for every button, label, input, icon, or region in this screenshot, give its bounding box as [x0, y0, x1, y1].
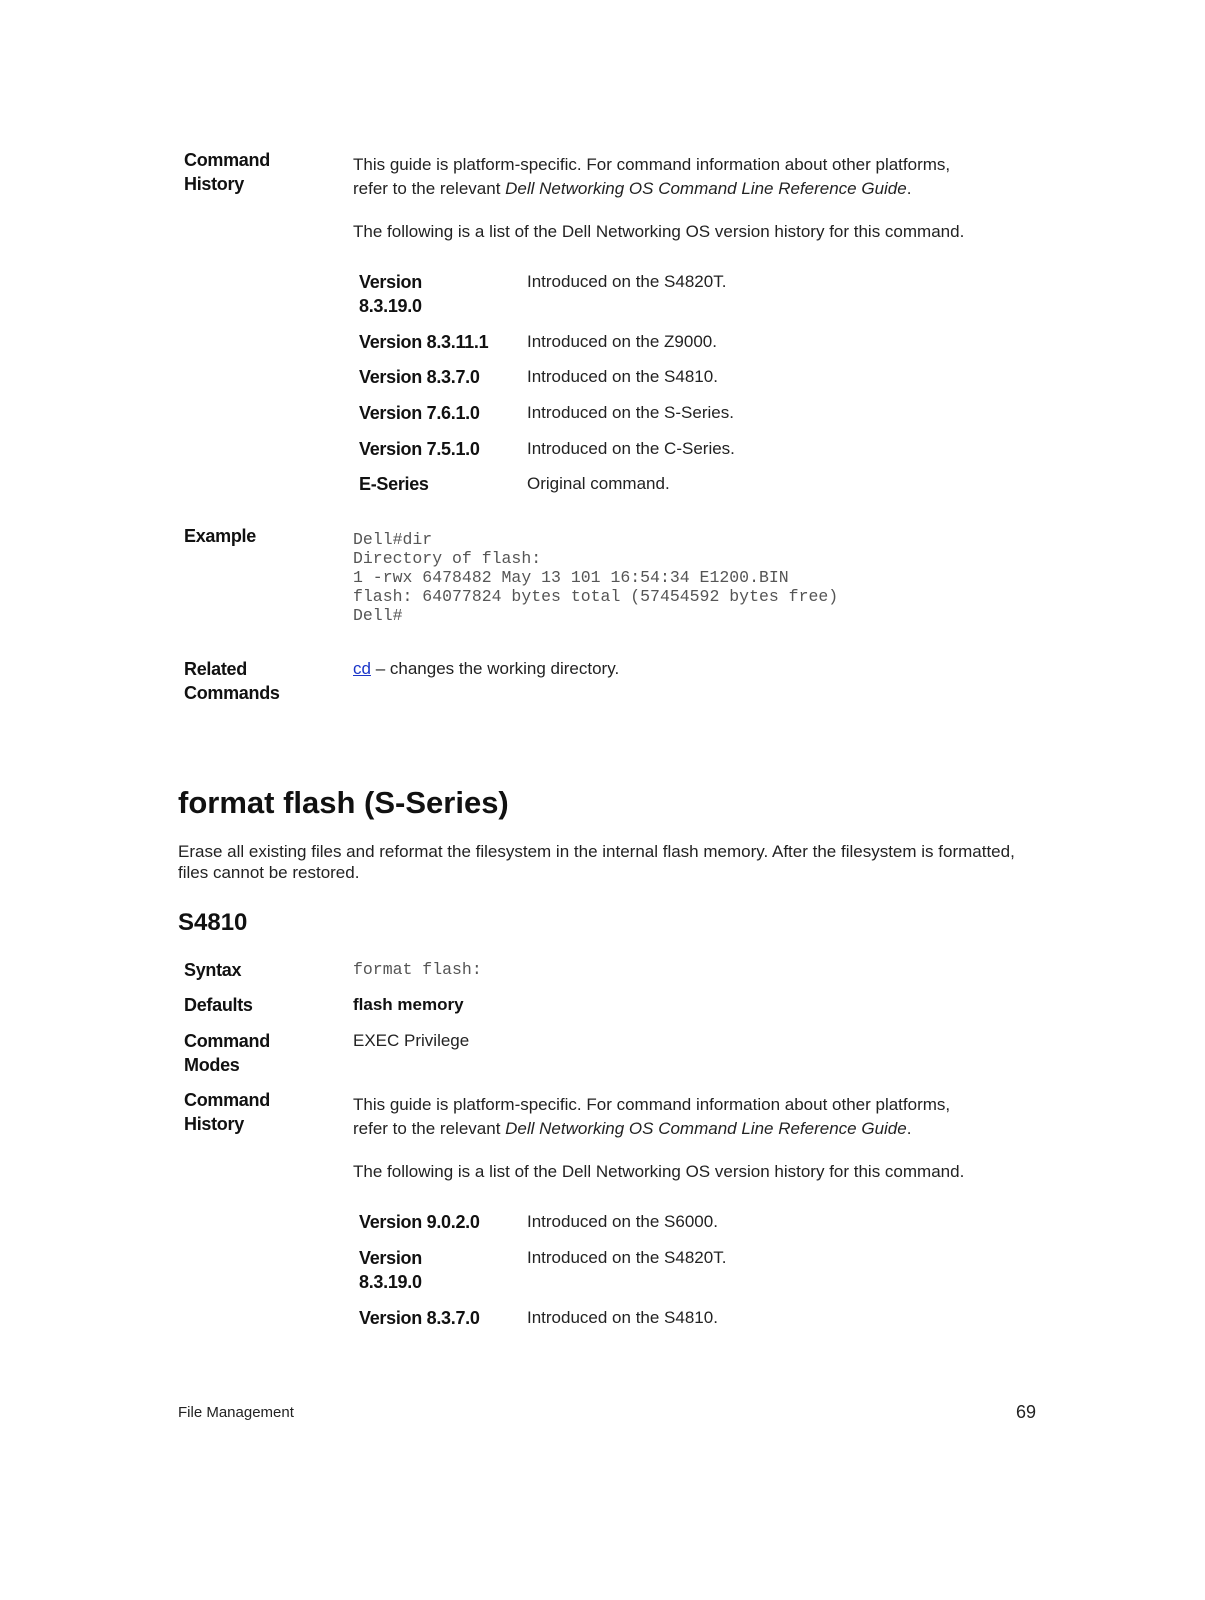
version-row: Version 8.3.19.0 — [359, 1248, 422, 1292]
related-commands: cd – changes the working directory. — [353, 659, 620, 678]
example-label: Example — [184, 526, 256, 546]
example-code: Dell#dir Directory of flash: 1 -rwx 6478482 May 13 101 16:54:34 E1200.BIN flash: 64077824 bytes total (57454592 bytes free) Dell# — [353, 530, 839, 625]
version-row: Version 8.3.11.1 — [359, 332, 489, 352]
history-intro: This guide is platform-specific. For command information about other platforms, refer to the relevant Dell Networking OS Command Line Reference Guide. — [353, 155, 951, 198]
version-description: Introduced on the S-Series. — [527, 403, 734, 422]
related-commands-label: Related Commands — [184, 659, 280, 703]
defaults-value: flash memory — [353, 995, 464, 1014]
page-title: format flash (S-Series) — [178, 785, 509, 820]
syntax-value: format flash: — [353, 960, 482, 979]
version-row: Version 8.3.19.0 — [359, 272, 422, 316]
command-modes-value: EXEC Privilege — [353, 1031, 470, 1050]
version-description: Introduced on the Z9000. — [527, 332, 717, 351]
version-row: E-Series — [359, 474, 429, 494]
command-history-label: Command History — [184, 1090, 270, 1134]
defaults-label: Defaults — [184, 995, 253, 1015]
section-subtitle: S4810 — [178, 909, 248, 936]
version-description: Introduced on the S4810. — [527, 1308, 718, 1327]
page-number: 69 — [1016, 1402, 1037, 1422]
version-row: Version 7.5.1.0 — [359, 439, 480, 459]
history-intro: This guide is platform-specific. For command information about other platforms, refer to the relevant Dell Networking OS Command Line Reference Guide. — [353, 1095, 951, 1138]
description: Erase all existing files and reformat the filesystem in the internal flash memory. After the filesystem is formatted, files cannot be restored. — [178, 842, 1015, 882]
footer-chapter: File Management — [178, 1404, 294, 1421]
command-history-label: Command History — [184, 150, 270, 194]
version-description: Introduced on the C-Series. — [527, 439, 735, 458]
version-description: Introduced on the S4810. — [527, 367, 718, 386]
version-row: Version 8.3.7.0 — [359, 1308, 480, 1328]
version-description: Original command. — [527, 474, 670, 493]
version-description: Introduced on the S6000. — [527, 1212, 718, 1231]
command-modes-label: Command Modes — [184, 1031, 270, 1075]
cd-link[interactable]: cd — [353, 659, 371, 678]
history-list-intro: The following is a list of the Dell Networking OS version history for this command. — [353, 222, 965, 241]
version-row: Version 8.3.7.0 — [359, 367, 480, 387]
version-row: Version 7.6.1.0 — [359, 403, 480, 423]
syntax-label: Syntax — [184, 960, 242, 980]
history-list-intro: The following is a list of the Dell Networking OS version history for this command. — [353, 1162, 965, 1181]
version-description: Introduced on the S4820T. — [527, 1248, 727, 1267]
version-row: Version 9.0.2.0 — [359, 1212, 480, 1232]
version-description: Introduced on the S4820T. — [527, 272, 727, 291]
